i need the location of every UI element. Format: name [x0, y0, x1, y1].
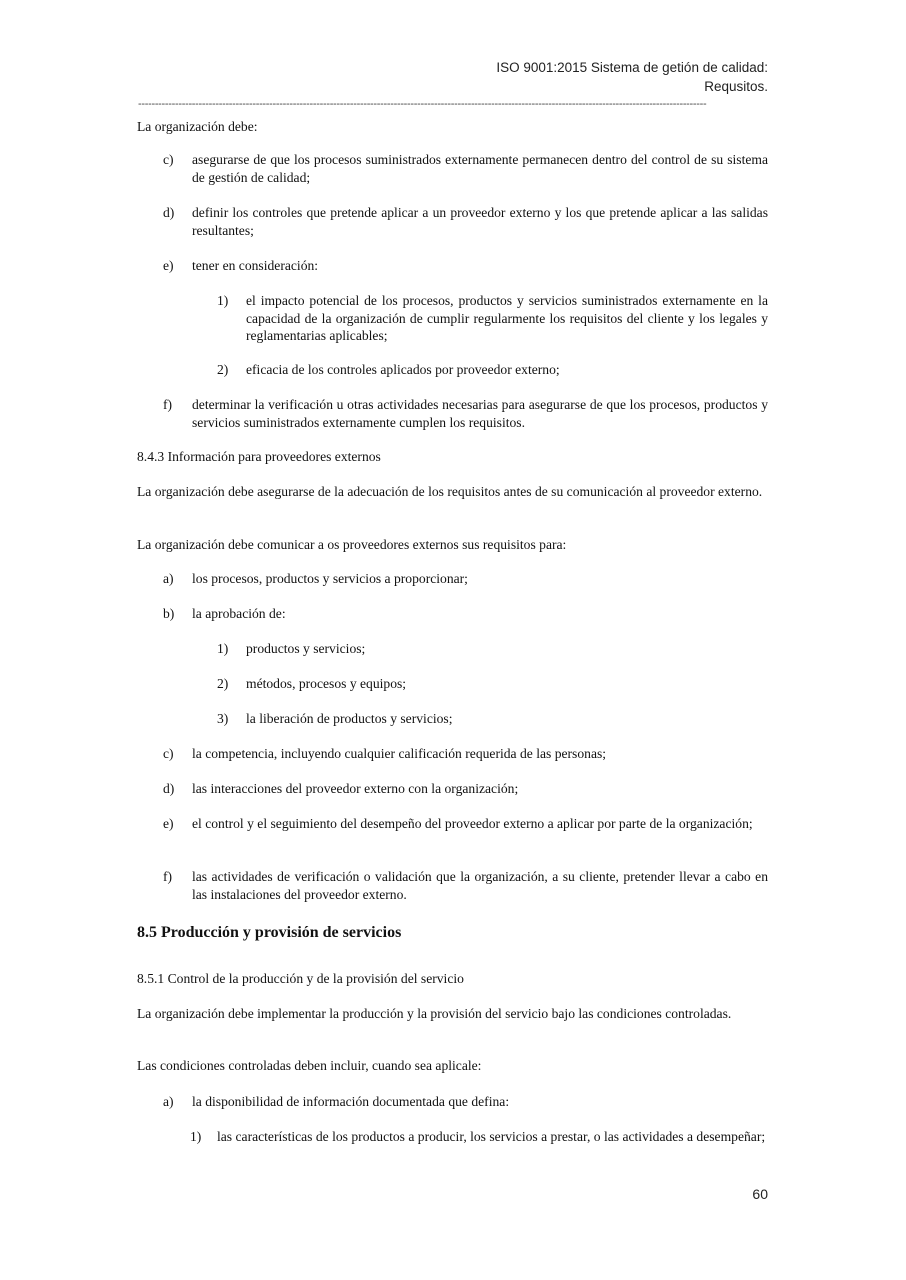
- page-number: 60: [752, 1186, 768, 1202]
- list-marker: a): [163, 571, 174, 586]
- list-marker: e): [163, 258, 174, 273]
- list-item-c: [163, 151, 768, 186]
- list-text: las características de los productos a producir, los servicios a prestar, o las actividades a desempeñar;: [217, 1129, 766, 1144]
- paragraph: La organización debe implementar la producción y la provisión del servicio bajo las condiciones controladas.: [137, 1006, 732, 1021]
- paragraph: La organización debe comunicar a os proveedores externos sus requisitos para:: [137, 537, 567, 552]
- list-marker: f): [163, 869, 173, 884]
- list-item-e: [163, 815, 768, 833]
- sublist-item-1: [217, 640, 768, 658]
- list-text: las interacciones del proveedor externo con la organización;: [192, 781, 519, 796]
- list-marker: 1): [217, 293, 229, 308]
- header-divider: -------------------------------------------------------------------------------------------------------------------------------------------------------------------------: [138, 98, 707, 110]
- page-header: [348, 58, 768, 96]
- list-item-b: [163, 605, 768, 623]
- list-text: métodos, procesos y equipos;: [246, 676, 407, 691]
- list-text: la liberación de productos y servicios;: [246, 711, 453, 726]
- list-item-c: [163, 745, 768, 763]
- list-text: las actividades de verificación o validación que la organización, a su cliente, pretender llevar a cabo en las instalaciones del proveedor externo.: [192, 869, 768, 902]
- list-text: definir los controles que pretende aplicar a un proveedor externo y los que pretende aplicar a las salidas resultantes;: [192, 205, 768, 238]
- list-item-d: [163, 204, 768, 239]
- list-marker: a): [163, 1094, 174, 1109]
- list-marker: b): [163, 606, 175, 621]
- list-marker: c): [163, 746, 174, 761]
- list-marker: d): [163, 205, 175, 220]
- list-marker: f): [163, 397, 173, 412]
- intro-paragraph: La organización debe:: [137, 119, 258, 134]
- list-item-a: [163, 1093, 768, 1111]
- list-text: la disponibilidad de información documentada que defina:: [192, 1094, 510, 1109]
- paragraph: La organización debe asegurarse de la adecuación de los requisitos antes de su comunicación al proveedor externo.: [137, 484, 763, 499]
- list-text: eficacia de los controles aplicados por proveedor externo;: [246, 362, 560, 377]
- list-item-d: [163, 780, 768, 798]
- list-text: productos y servicios;: [246, 641, 366, 656]
- header-title-line2: Requsitos.: [704, 79, 768, 94]
- sublist-item-1: [217, 292, 768, 345]
- list-text: el impacto potencial de los procesos, productos y servicios suministrados externamente en la capacidad de la organización de cumplir regularmente los requisitos del cliente y los legales y reglamentarias aplicables;: [246, 293, 768, 343]
- list-text: la aprobación de:: [192, 606, 286, 621]
- sublist-item-2: [217, 675, 768, 693]
- list-text: los procesos, productos y servicios a proporcionar;: [192, 571, 468, 586]
- list-marker: 2): [217, 362, 229, 377]
- sublist-item-1: [190, 1128, 768, 1146]
- list-marker: d): [163, 781, 175, 796]
- list-marker: c): [163, 152, 174, 167]
- list-text: determinar la verificación u otras actividades necesarias para asegurarse de que los procesos, productos y servicios suministrados externamente cumplen los requisitos.: [192, 397, 768, 430]
- list-item-e: [163, 257, 768, 275]
- paragraph: Las condiciones controladas deben incluir, cuando sea aplicale:: [137, 1058, 482, 1073]
- list-marker: e): [163, 816, 174, 831]
- header-title-line1: ISO 9001:2015 Sistema de getión de calidad:: [496, 60, 768, 75]
- list-text: tener en consideración:: [192, 258, 319, 273]
- list-marker: 3): [217, 711, 229, 726]
- list-marker: 1): [190, 1129, 202, 1144]
- sublist-item-3: [217, 710, 768, 728]
- list-item-f: [163, 868, 768, 903]
- sublist-item-2: [217, 361, 768, 379]
- list-marker: 2): [217, 676, 229, 691]
- list-text: la competencia, incluyendo cualquier calificación requerida de las personas;: [192, 746, 607, 761]
- list-item-f: [163, 396, 768, 431]
- list-item-a: [163, 570, 768, 588]
- section-heading-843: 8.4.3 Información para proveedores externos: [137, 449, 381, 464]
- list-text: asegurarse de que los procesos suministrados externamente permanecen dentro del control de su sistema de gestión de calidad;: [192, 152, 768, 185]
- section-heading-85: 8.5 Producción y provisión de servicios: [137, 924, 402, 941]
- list-text: el control y el seguimiento del desempeño del proveedor externo a aplicar por parte de la organización;: [192, 816, 753, 831]
- section-heading-851: 8.5.1 Control de la producción y de la provisión del servicio: [137, 971, 464, 986]
- list-marker: 1): [217, 641, 229, 656]
